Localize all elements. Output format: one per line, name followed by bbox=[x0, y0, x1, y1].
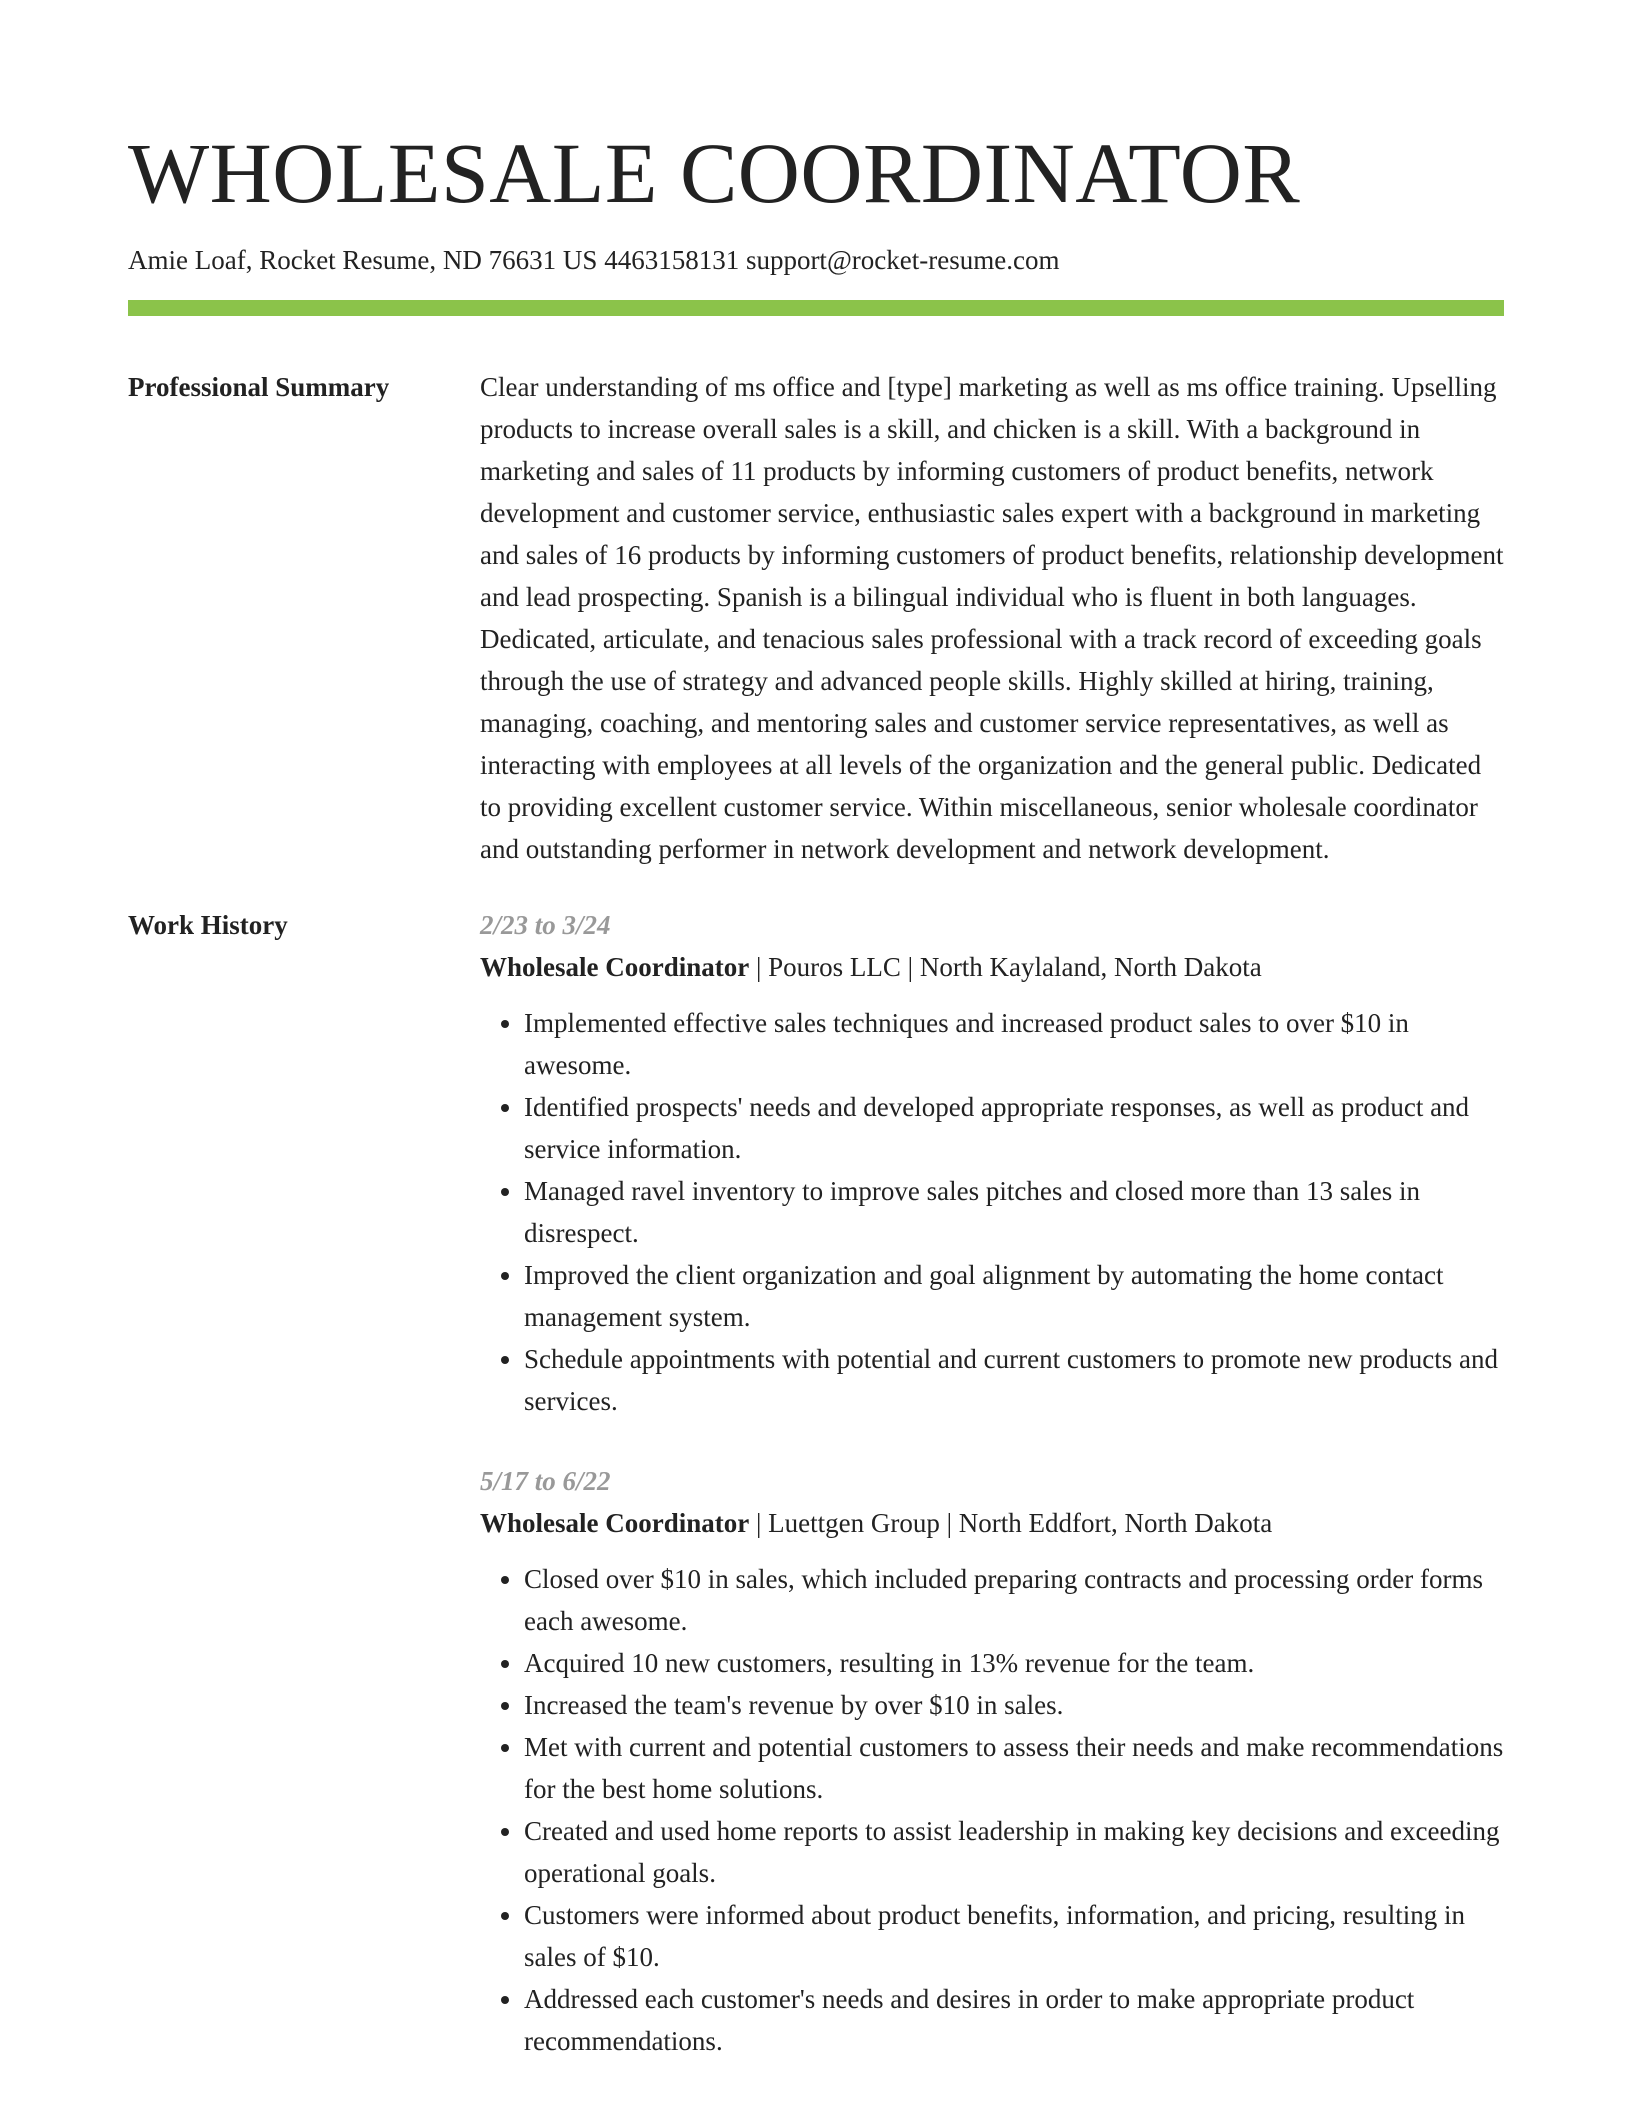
contact-phone: 4463158131 bbox=[604, 245, 740, 275]
resume-title: WHOLESALE COORDINATOR bbox=[128, 125, 1301, 221]
job-details: | Luettgen Group | North Eddfort, North Dakota bbox=[749, 1508, 1273, 1538]
job-bullet-list bbox=[480, 1558, 1504, 2062]
job-bullet: • Implemented effective sales techniques and increased product sales to over $10 in awesome. bbox=[524, 1002, 1504, 1086]
job-bullet: • Improved the client organization and goal alignment by automating the home contact management system. bbox=[524, 1254, 1504, 1338]
job-bullet: • Met with current and potential customers to assess their needs and make recommendations for the best home solutions. bbox=[524, 1726, 1504, 1810]
job-bullet: • Schedule appointments with potential and current customers to promote new products and services. bbox=[524, 1338, 1504, 1422]
job-bullet: • Managed ravel inventory to improve sales pitches and closed more than 13 sales in disrespect. bbox=[524, 1170, 1504, 1254]
job-header bbox=[480, 946, 1504, 988]
job-entry bbox=[480, 904, 1504, 1422]
section-label-work-history: Work History bbox=[128, 910, 288, 940]
job-role: Wholesale Coordinator bbox=[480, 1508, 750, 1538]
summary-text: Clear understanding of ms office and [type] marketing as well as ms office training. Upselling products to increase overall sales is a skill, and chicken is a skill. With a background in marketing and sales of 11 products by informing customers of product benefits, network development and customer service, enthusiastic sales expert with a background in marketing and sales of 16 products by informing customers of product benefits, relationship development and lead prospecting. Spanish is a bilingual individual who is fluent in both languages. Dedicated, articulate, and tenacious sales professional with a track record of exceeding goals through the use of strategy and advanced people skills. Highly skilled at hiring, training, managing, coaching, and mentoring sales and customer service representatives, as well as interacting with employees at all levels of the organization and the general public. Dedicated to providing excellent customer service. Within miscellaneous, senior wholesale coordinator and outstanding performer in network development and network development. bbox=[480, 372, 1504, 864]
job-bullet-list bbox=[480, 1002, 1504, 1422]
job-dates: 5/17 to 6/22 bbox=[480, 1466, 611, 1496]
job-role: Wholesale Coordinator bbox=[480, 952, 750, 982]
job-bullet: • Created and used home reports to assist leadership in making key decisions and exceeding operational goals. bbox=[524, 1810, 1504, 1894]
contact-email: support@rocket-resume.com bbox=[745, 245, 1060, 275]
contact-name-address: Amie Loaf, Rocket Resume, ND 76631 US bbox=[128, 245, 598, 275]
contact-line bbox=[128, 242, 1504, 278]
job-entry bbox=[480, 1460, 1504, 2062]
job-header bbox=[480, 1502, 1504, 1544]
job-bullet: • Customers were informed about product benefits, information, and pricing, resulting in sales of $10. bbox=[524, 1894, 1504, 1978]
job-bullet: • Increased the team's revenue by over $10 in sales. bbox=[524, 1684, 1504, 1726]
job-bullet: • Identified prospects' needs and developed appropriate responses, as well as product and service information. bbox=[524, 1086, 1504, 1170]
accent-divider bbox=[128, 300, 1504, 316]
job-bullet: • Addressed each customer's needs and desires in order to make appropriate product recommendations. bbox=[524, 1978, 1504, 2062]
work-history-section bbox=[128, 904, 1504, 2100]
resume-page bbox=[128, 0, 1504, 2100]
job-dates: 2/23 to 3/24 bbox=[480, 910, 611, 940]
professional-summary-section bbox=[128, 366, 1504, 870]
job-bullet: • Acquired 10 new customers, resulting in 13% revenue for the team. bbox=[524, 1642, 1504, 1684]
job-details: | Pouros LLC | North Kaylaland, North Dakota bbox=[749, 952, 1262, 982]
section-label-summary: Professional Summary bbox=[128, 372, 390, 402]
job-bullet: • Closed over $10 in sales, which included preparing contracts and processing order forms each awesome. bbox=[524, 1558, 1504, 1642]
